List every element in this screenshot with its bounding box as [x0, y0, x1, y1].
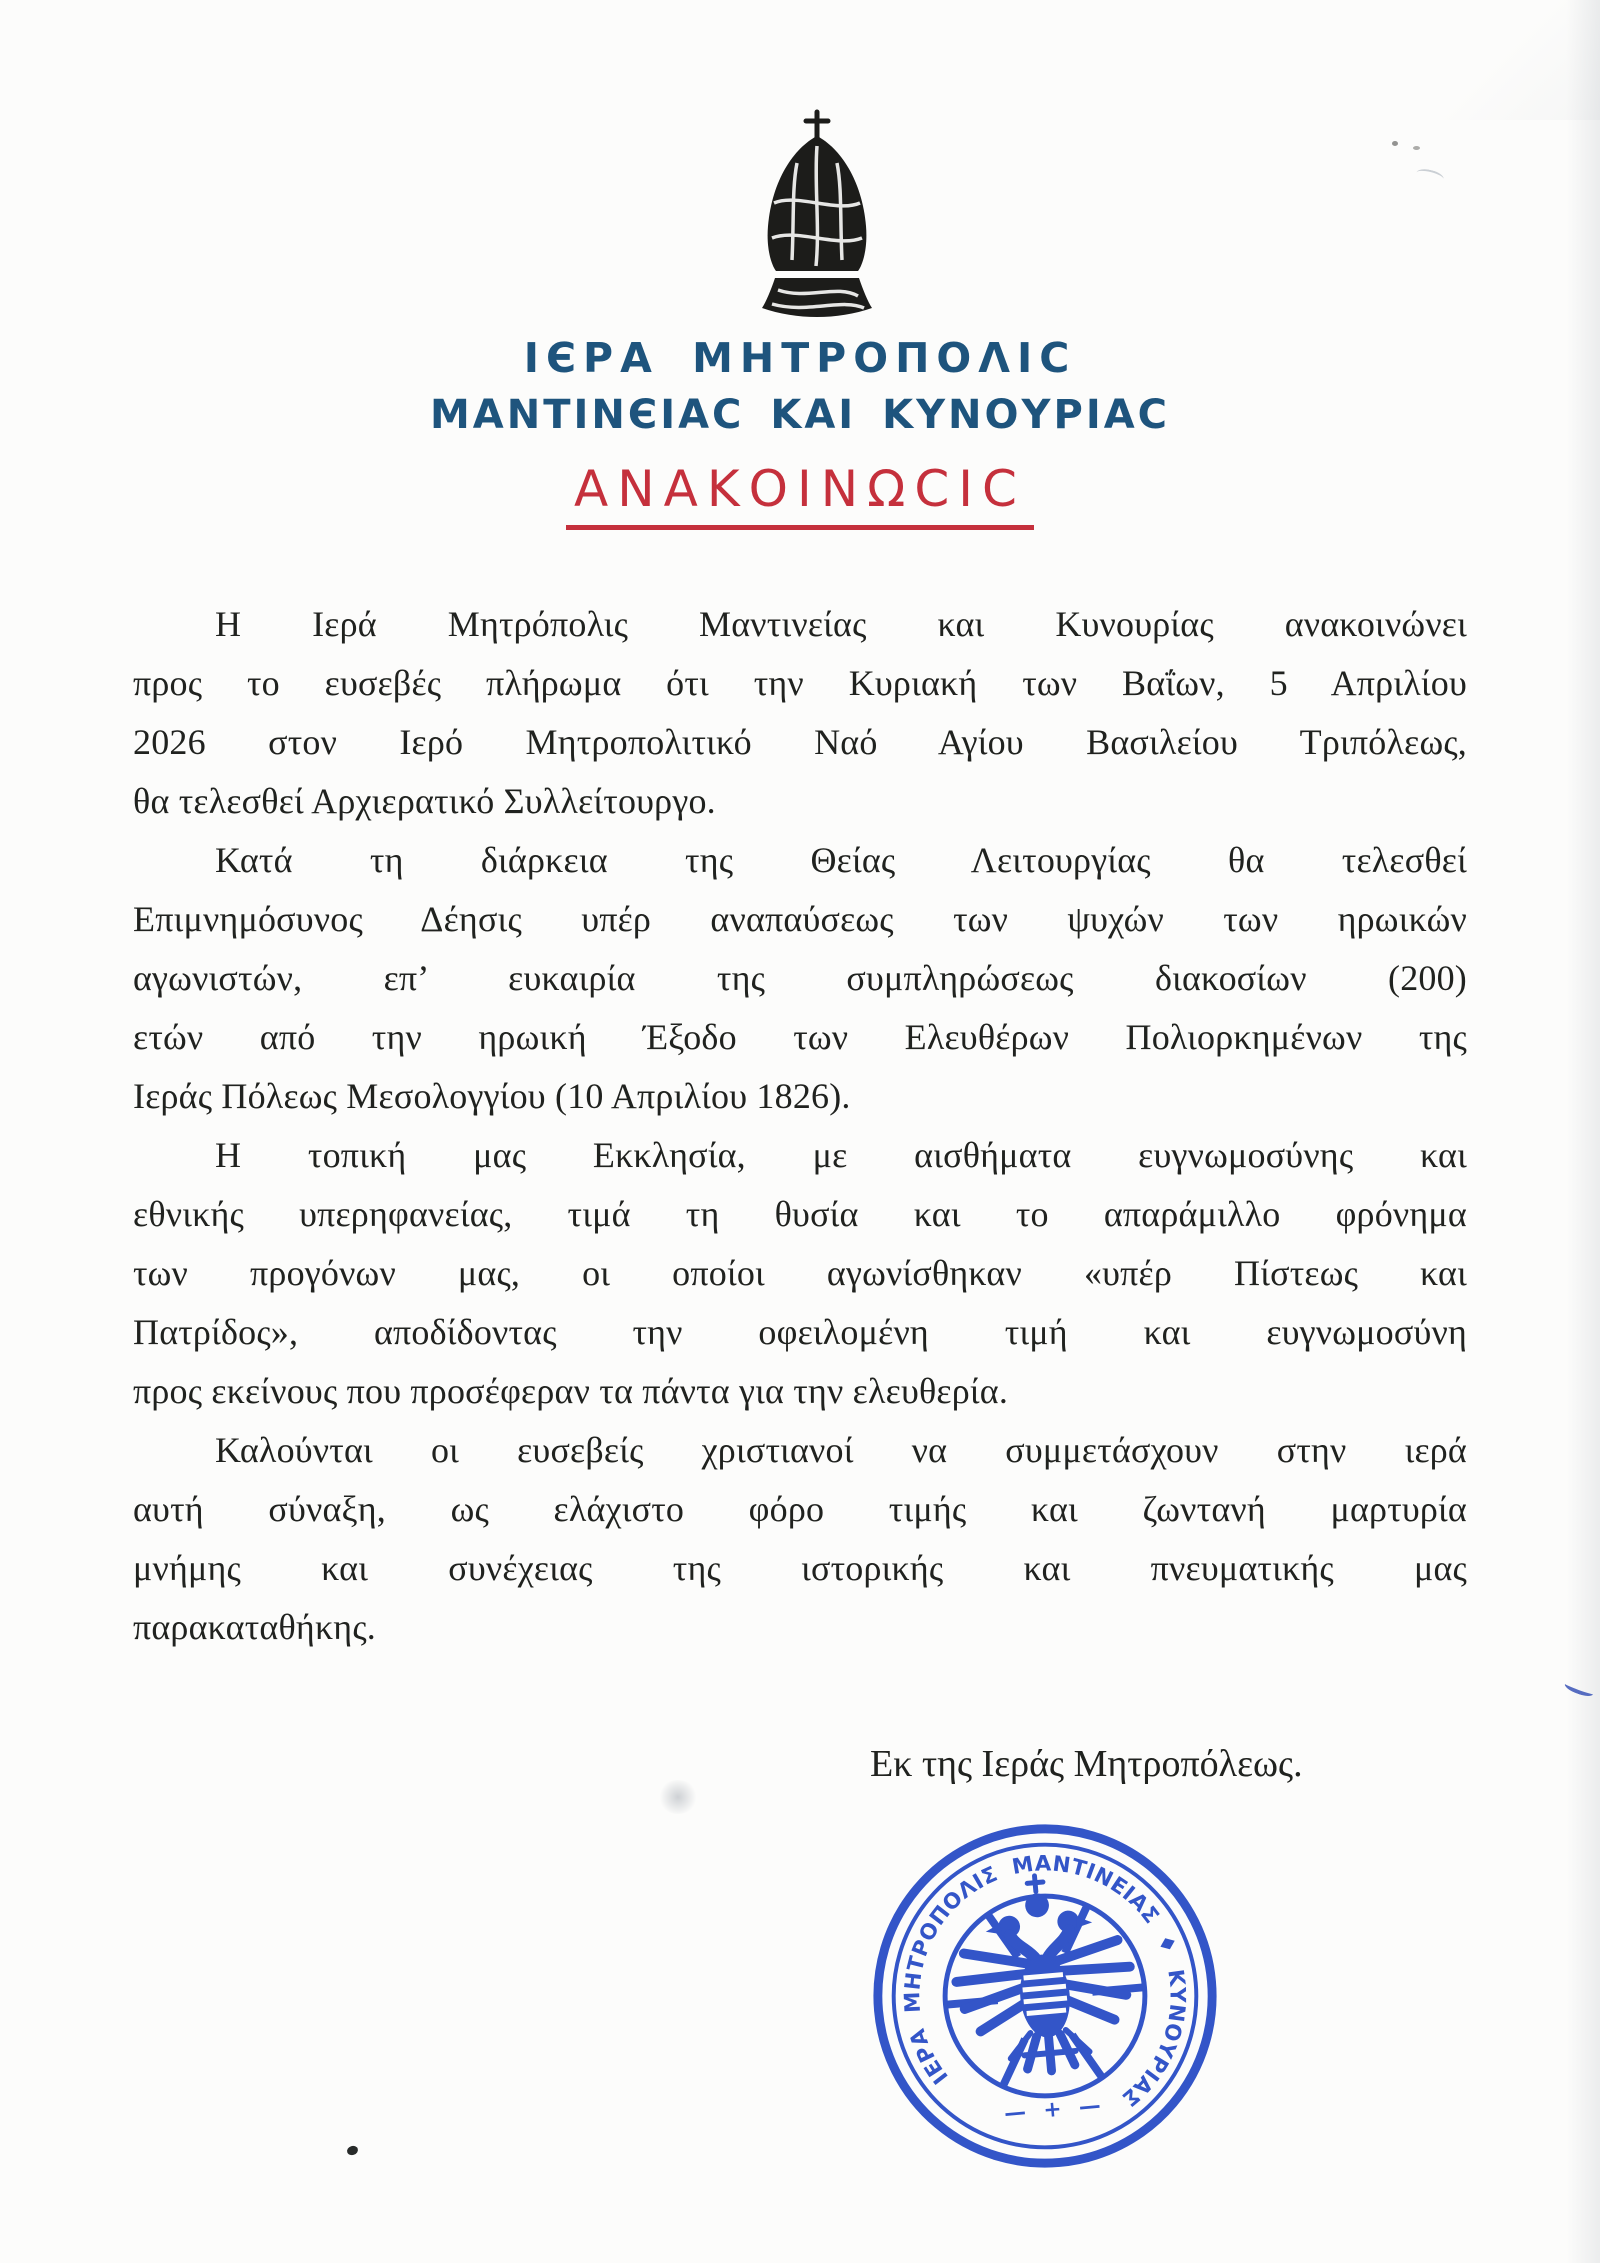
body-line: αγωνιστών, επ’ ευκαιρία της συμπληρώσεως διακοσίων (200)	[133, 958, 1467, 998]
announcement-title-row	[0, 460, 1600, 530]
body-line: εθνικής υπερηφανείας, τιμά τη θυσία και το απαράμιλλο φρόνημα	[133, 1194, 1467, 1234]
body-line: Κατά τη διάρκεια της Θείας Λειτουργίας θα τελεσθεί	[215, 840, 1467, 880]
paragraph	[133, 595, 1467, 831]
mitre-band	[762, 278, 872, 317]
body-line: Πατρίδος», αποδίδοντας την οφειλομένη τιμή και ευγνωμοσύνη	[133, 1312, 1467, 1352]
body-line: ετών από την ηρωική Έξοδο των Ελευθέρων Πολιορκημένων της	[133, 1017, 1467, 1057]
body-line: Επιμνημόσυνος Δέησις υπέρ αναπαύσεως των ψυχών των ηρωικών	[133, 899, 1467, 939]
body-line: παρακαταθήκης.	[133, 1607, 376, 1647]
mitre-cross-icon	[806, 112, 828, 138]
announcement-title: ΑΝΑΚΟΙΝΩCΙC	[566, 460, 1034, 530]
paragraph	[133, 1421, 1467, 1657]
body-line: Καλούνται οι ευσεβείς χριστιανοί να συμμετάσχουν στην ιερά	[215, 1430, 1467, 1470]
body-line: των προγόνων μας, οι οποίοι αγωνίσθηκαν «υπέρ Πίστεως και	[133, 1253, 1467, 1293]
body-line: προς το ευσεβές πλήρωμα ότι την Κυριακή των Βαΐων, 5 Απριλίου	[133, 663, 1467, 703]
letterhead-line-2: ΜΑΝΤΙΝЄΙΑC ΚΑΙ ΚΥΝΟΥΡΙΑC	[429, 392, 1171, 438]
body-line: αυτή σύναξη, ως ελάχιστο φόρο τιμής και ζωντανή μαρτυρία	[133, 1489, 1467, 1529]
paragraph	[133, 831, 1467, 1126]
body-line: θα τελεσθεί Αρχιερατικό Συλλείτουργο.	[133, 781, 716, 821]
ink-dot	[346, 2145, 359, 2157]
closing-line: Εκ της Ιεράς Μητροπόλεως.	[870, 1743, 1303, 1785]
body-line: προς εκείνους που προσέφεραν τα πάντα για την ελευθερία.	[133, 1371, 1009, 1411]
letterhead-line-1: ΙЄΡΑ ΜΗΤΡΟΠΟΛΙC	[523, 334, 1077, 382]
scan-smudge	[658, 1780, 698, 1814]
body-line: μνήμης και συνέχειας της ιστορικής και πνευματικής μας	[133, 1548, 1467, 1588]
metropolis-seal-stamp	[852, 1803, 1238, 2189]
paragraph	[133, 1126, 1467, 1421]
mitre-emblem	[742, 108, 892, 320]
announcement-body	[133, 595, 1467, 1657]
mitre-emblem-drawing	[742, 108, 892, 320]
seal-bottom-text: — + —	[1003, 2092, 1107, 2127]
body-line: Ιεράς Πόλεως Μεσολογγίου (10 Απριλίου 1826).	[133, 1076, 851, 1116]
double-headed-eagle-icon	[948, 1868, 1138, 2078]
scan-speck	[1413, 146, 1420, 150]
body-line: 2026 στον Ιερό Μητροπολιτικό Ναό Αγίου Βασιλείου Τριπόλεως,	[133, 722, 1467, 762]
seal-ring-text: ΙΕΡΑ ΜΗΤΡΟΠΟΛΙΣ ΜΑΝΤΙΝΕΙΑΣ ♦ ΚΥΝΟΥΡΙΑΣ	[900, 1851, 1190, 2112]
body-line: Η Ιερά Μητρόπολις Μαντινείας και Κυνουρίας ανακοινώνει	[215, 604, 1467, 644]
seal-drawing	[852, 1803, 1238, 2189]
scan-speck	[1392, 141, 1398, 146]
scan-corner-shading	[1300, 0, 1600, 120]
body-line: Η τοπική μας Εκκλησία, με αισθήματα ευγνωμοσύνης και	[215, 1135, 1467, 1175]
scan-squiggle-mark	[1415, 167, 1445, 185]
